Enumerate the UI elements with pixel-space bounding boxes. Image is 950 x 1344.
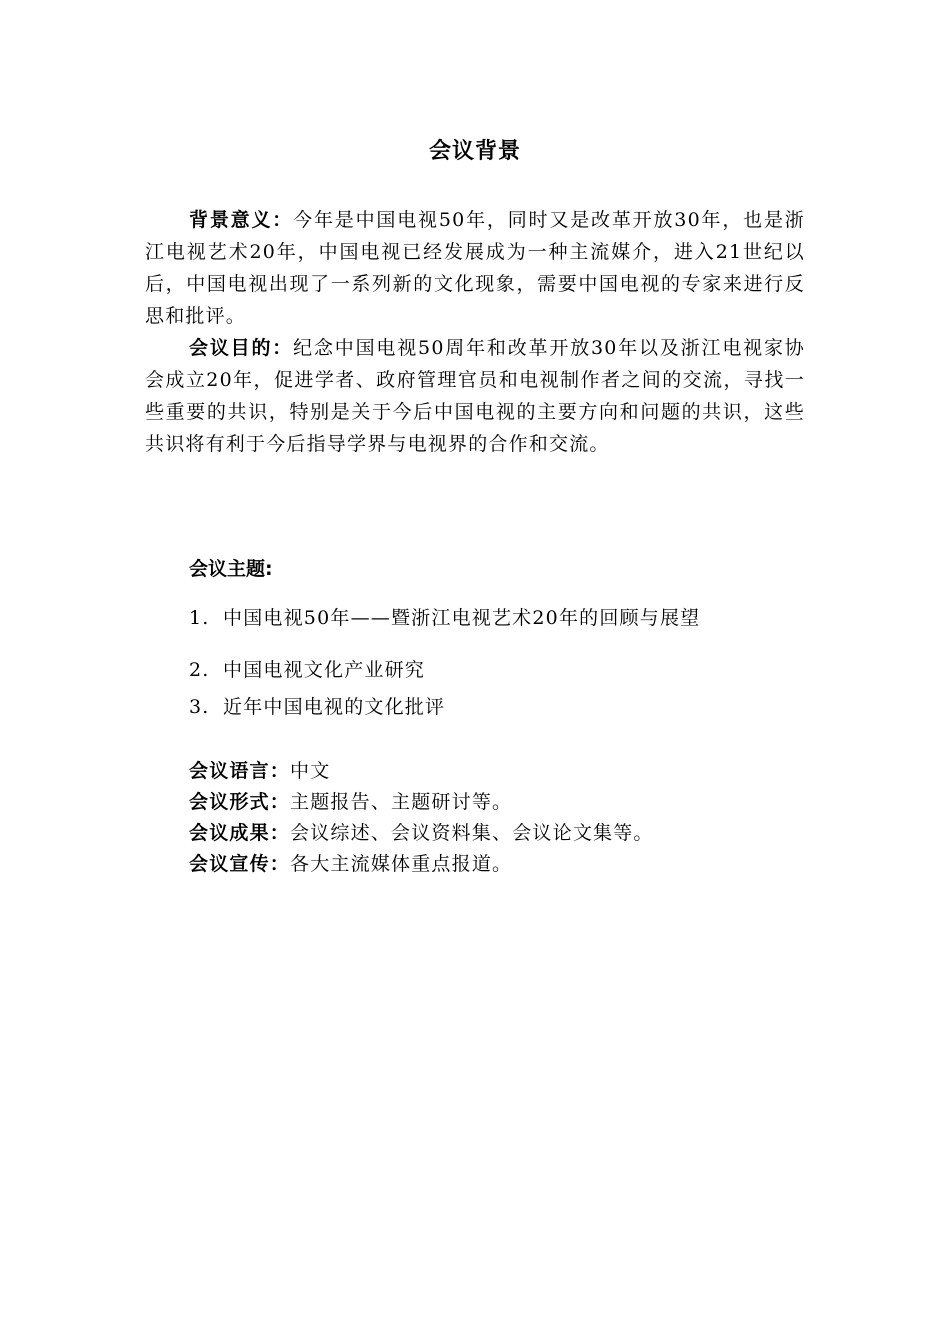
- list-item-number: 3.: [189, 696, 210, 718]
- info-label: 会议宣传：: [189, 853, 291, 875]
- info-publicity: [189, 849, 512, 876]
- list-item-number: 1.: [189, 607, 210, 629]
- info-value: 会议综述、会议资料集、会议论文集等。: [290, 822, 654, 844]
- list-item-text: 中国电视50年——暨浙江电视艺术20年的回顾与展望: [223, 607, 701, 629]
- purpose-label: 会议目的：: [189, 337, 294, 359]
- list-item: [189, 655, 425, 682]
- info-format: [189, 787, 512, 814]
- purpose-text: 纪念中国电视50周年和改革开放30年以及浙江电视家协会成立20年，促进学者、政府管理官员和电视制作者之间的交流，寻找一些重要的共识，特别是关于今后中国电视的主要方向和问题的共识，这些共识将有利于今后指导学界与电视界的合作和交流。: [145, 337, 805, 455]
- list-item-text: 中国电视文化产业研究: [223, 659, 426, 681]
- info-language: [189, 756, 330, 783]
- page-title: 会议背景: [428, 139, 521, 164]
- list-item-text: 近年中国电视的文化批评: [223, 696, 446, 718]
- info-value: 主题报告、主题研讨等。: [290, 791, 513, 813]
- info-outcomes: [189, 818, 654, 845]
- background-paragraph: [145, 204, 805, 332]
- list-item: [189, 603, 700, 630]
- info-label: 会议形式：: [189, 791, 291, 813]
- info-label: 会议成果：: [189, 822, 291, 844]
- background-label: 背景意义：: [189, 209, 294, 231]
- themes-heading: 会议主题:: [189, 558, 273, 580]
- purpose-paragraph: [145, 332, 805, 460]
- info-value: 各大主流媒体重点报道。: [290, 853, 513, 875]
- background-text: 今年是中国电视50年，同时又是改革开放30年，也是浙江电视艺术20年，中国电视已经发展成为一种主流媒介，进入21世纪以后，中国电视出现了一系列新的文化现象，需要中国电视的专家来进行反思和批评。: [145, 209, 805, 327]
- list-item-number: 2.: [189, 659, 210, 681]
- info-value: 中文: [290, 760, 331, 782]
- info-label: 会议语言：: [189, 760, 291, 782]
- list-item: [189, 692, 445, 719]
